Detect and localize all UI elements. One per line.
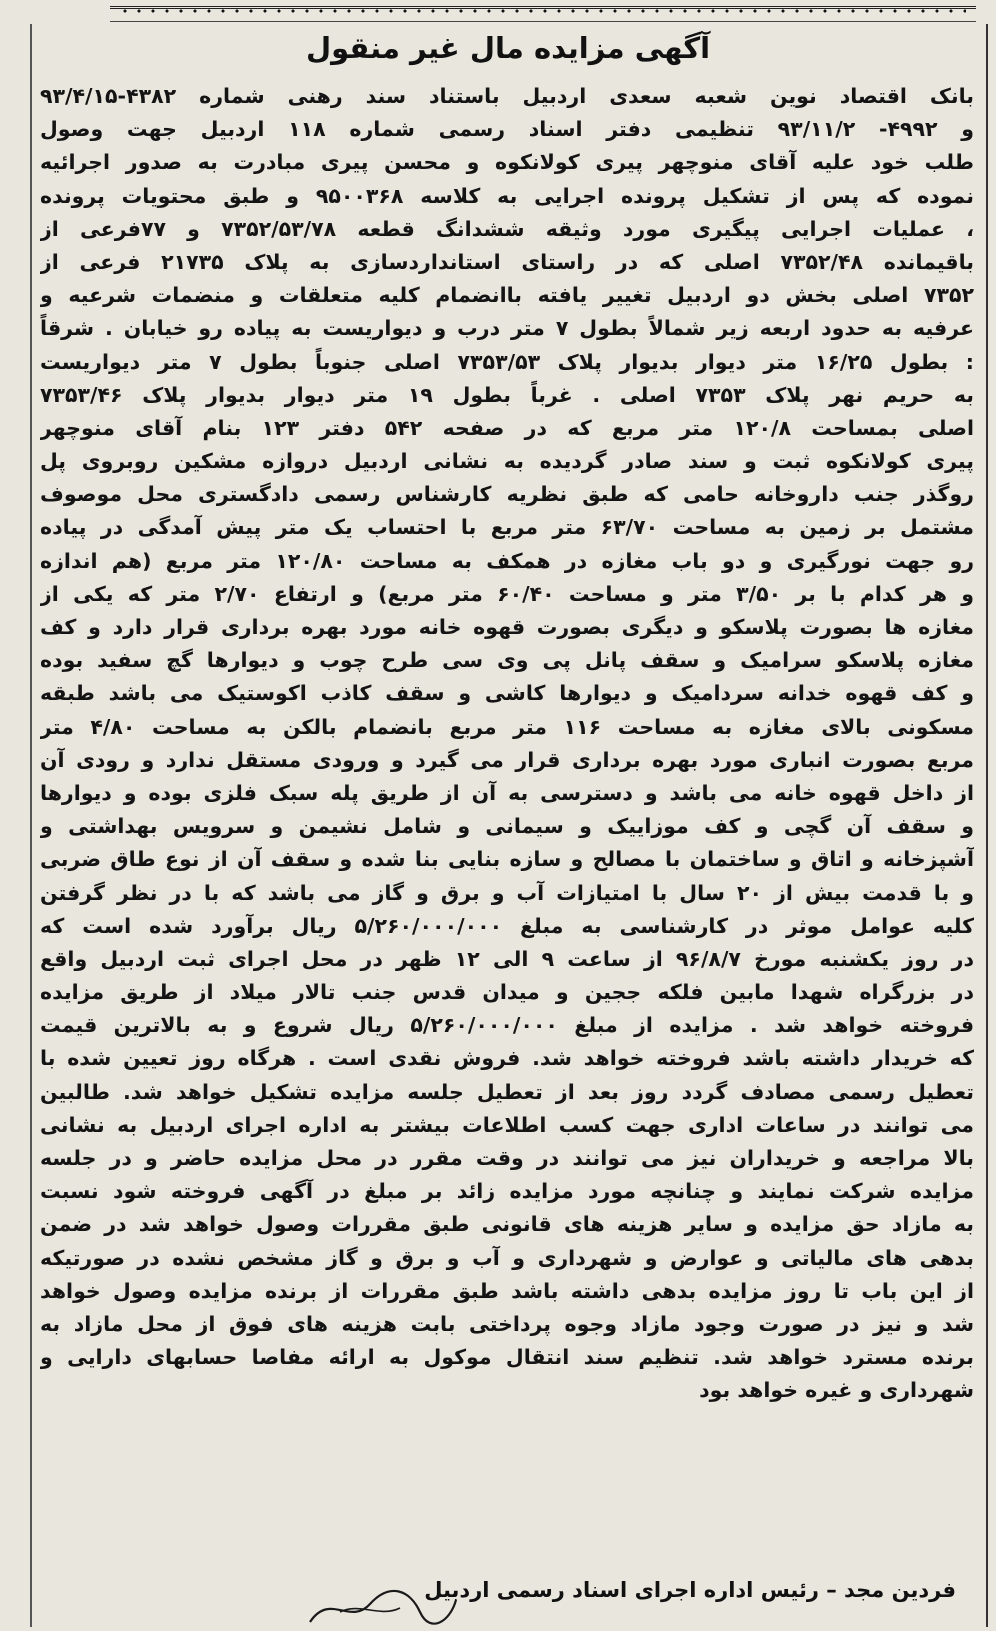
body-line: شهرداری و غیره خواهد بود: [699, 1378, 974, 1403]
body-line: بدهی های مالیاتی و عوارض و شهرداری و آب و برق و گاز مشخص نشده در صورتیکه: [40, 1245, 974, 1270]
body-line: اصلی بمساحت ۱۲۰/۸ متر مربع که در صفحه ۵۴۲ دفتر ۱۲۳ بنام آقای منوچهر: [40, 415, 974, 440]
body-line: ۷۳۵۲ اصلی بخش دو اردبیل تغییر یافته باانضمام کلیه متعلقات و منضمات شرعیه و: [40, 283, 974, 308]
body-line: و با قدمت بیش از ۲۰ سال با امتیازات آب و برق و گاز می باشد که با در نظر گرفتن: [40, 880, 974, 905]
body-line: بالا مراجعه و خریداران نیز می توانند در وقت مقرر در محل مزایده حاضر و در جلسه: [40, 1146, 974, 1170]
body-line: و کف قهوه خدانه سردامیک و دیوارها کاشی و سقف کاذب اکوستیک می باشد طبقه: [40, 681, 974, 706]
body-line: : بطول ۱۶/۲۵ متر دیوار بدیوار پلاک ۷۳۵۳/۵۳ اصلی جنوباً بطول ۷ متر دیواریست: [40, 349, 974, 374]
body-line: و ۴۹۹۲- ۹۳/۱۱/۲ تنظیمی دفتر اسناد رسمی شماره ۱۱۸ اردبیل جهت وصول: [40, 117, 974, 142]
body-line: و سقف آن گچی و کف موزاییک و سیمانی و شامل نشیمن و سرویس بهداشتی و: [40, 814, 974, 839]
body-line: در روز یکشنبه مورخ ۹۶/۸/۷ از ساعت ۹ الی ۱۲ ظهر در محل اجرای ثبت اردبیل واقع: [40, 946, 974, 971]
body-line: طلب خود علیه آقای منوچهر پیری کولانکوه و محسن پیری مبادرت به صدور اجرائیه: [40, 150, 974, 175]
body-line: نموده که پس از تشکیل پرونده اجرایی به کلاسه ۹۵۰۰۳۶۸ و طبق محتویات پرونده: [40, 183, 974, 208]
body-line: شد و نیز در صورت وجود مازاد وجوه پرداختی بابت هزینه های فوق از محل مازاد به: [40, 1311, 974, 1336]
body-line: به حریم نهر پلاک ۷۳۵۳ اصلی . غرباً بطول ۱۹ متر دیوار بدیوار پلاک ۷۳۵۳/۴۶: [40, 382, 974, 407]
body-line: مغازه پلاسکو سرامیک و سقف پانل پی وی سی طرح چوب و دیوارها گچ سفید بوده: [40, 648, 974, 673]
body-line: مشتمل بر زمین به مساحت ۶۳/۷۰ متر مربع با احتساب یک متر پیش آمدگی در پیاده: [40, 515, 974, 540]
body-line: فروخته خواهد شد . مزایده از مبلغ ۵/۲۶۰/۰۰۰/۰۰۰ ریال شروع و به بالاترین قیمت: [40, 1013, 974, 1038]
body-line: به مازاد حق مزایده و سایر هزینه های قانونی طبق مقررات وصول خواهد شد در ضمن: [40, 1212, 974, 1237]
body-line: کلیه عوامل موثر در کارشناسی به مبلغ ۵/۲۶۰/۰۰۰/۰۰۰ ریال برآورد شده است که: [40, 913, 974, 938]
body-line: مغازه ها بصورت پلاسکو و دیگری بصورت قهوه خانه مورد بهره برداری قرار دارد و کف: [40, 615, 974, 639]
body-line: برنده مسترد خواهد شد. تنظیم سند انتقال موکول به ارائه مفاصا حسابهای دارایی و: [40, 1345, 974, 1370]
body-line: عرفیه به حدود اربعه زیر شمالاً بطول ۷ متر درب و دیواریست به پیاده رو خیابان . شرقاً: [40, 316, 974, 341]
body-line: مسکونی بالای مغازه به مساحت ۱۱۶ متر مربع بانضمام بالکن به مساحت ۴/۸۰ متر: [40, 714, 974, 739]
body-line: مزایده شرکت نمایند و چنانچه مورد مزایده زائد بر مبلغ در آگهی فروخته شود نسبت: [40, 1179, 974, 1204]
body-line: ، عملیات اجرایی پیگیری مورد وثیقه ششدانگ قطعه ۷۳۵۲/۵۳/۷۸ و ۷۷فرعی از: [40, 216, 974, 241]
notice-body: [40, 80, 974, 1408]
body-line: در بزرگراه شهدا مابین فلکه ججین و میدان قدس جنب تالار میلاد از طریق مزایده: [40, 980, 974, 1005]
body-line: باقیمانده ۷۳۵۲/۴۸ اصلی که در راستای استانداردسازی به پلاک ۲۱۷۳۵ فرعی از: [40, 249, 974, 274]
body-line: از این باب تا روز مزایده بدهی داشته باشد طبق مقررات از برنده مزایده وصول خواهد: [40, 1278, 974, 1303]
body-line: رو جهت نورگیری و دو باب مغازه در همکف به مساحت ۱۲۰/۸۰ متر مربع (هم اندازه: [40, 548, 974, 573]
top-dotted-rule: [118, 8, 966, 14]
body-line: تعطیل رسمی مصادف گردد روز بعد از تعطیل جلسه مزایده تشکیل خواهد شد. طالبین: [40, 1079, 974, 1104]
body-line: بانک اقتصاد نوین شعبه سعدی اردبیل باستناد سند رهنی شماره ۴۳۸۲-۹۳/۴/۱۵: [40, 84, 974, 108]
body-line: مربع بصورت انباری مورد بهره برداری قرار می گیرد و ورودی مستقل ندارد و رودی آن: [40, 747, 974, 772]
body-line: آشپزخانه و اتاق و ساختمان با مصالح و سازه بنایی بنا شده و سقف آن از نوع طاق ضربی: [40, 847, 974, 872]
body-line: از داخل قهوه خانه می باشد و دسترسی به آن از طریق پله سبک فلزی بوده و دیوارها: [40, 780, 974, 805]
body-line: می توانند در ساعات اداری جهت کسب اطلاعات بیشتر به اداره اجرای اردبیل به نشانی: [40, 1112, 974, 1137]
notice-title: آگهی مزایده مال غیر منقول: [305, 31, 711, 65]
body-line: روگذر جنب داروخانه حامی که طبق نظریه کارشناس رسمی دادگستری محل موصوف: [40, 482, 974, 507]
signature-line: فردین مجد – رئیس اداره اجرای اسناد رسمی اردبیل: [424, 1578, 956, 1602]
body-line: که خریدار داشته باشد فروخته خواهد شد. فروش نقدی است . هرگاه روز تعیین شده با: [40, 1046, 974, 1071]
body-line: و هر کدام با بر ۳/۵۰ متر و مساحت ۶۰/۴۰ متر مربع) و ارتفاع ۲/۷۰ متر که یکی از: [40, 581, 974, 606]
body-line: پیری کولانکوه ثبت و سند صادر گردیده به نشانی اردبیل دروازه مشکین روبروی پل: [40, 449, 974, 474]
